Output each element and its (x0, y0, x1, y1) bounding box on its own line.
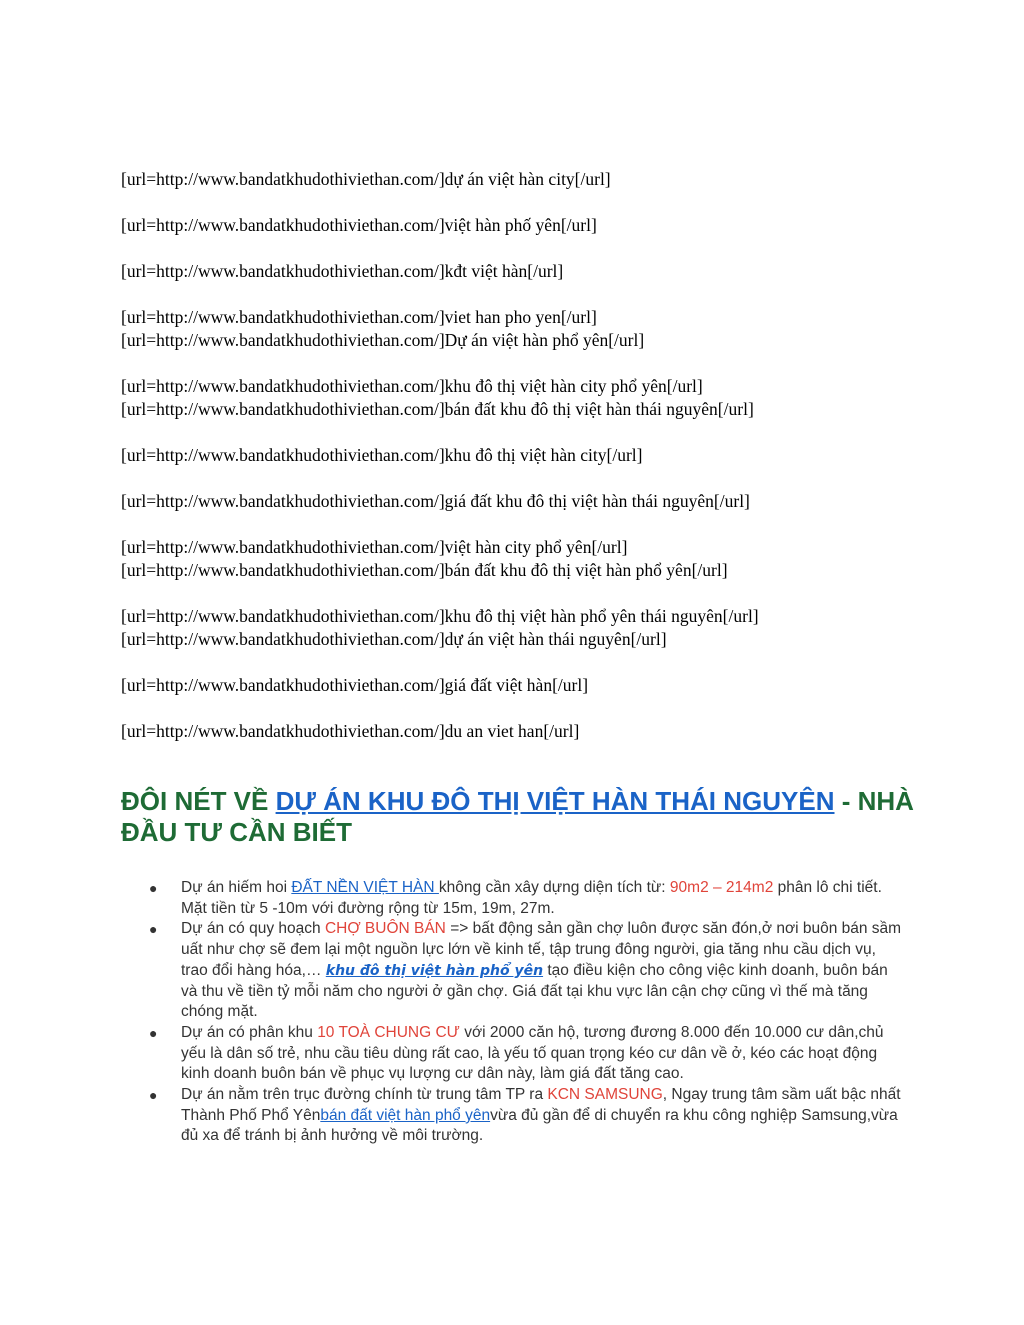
link-group (121, 444, 941, 467)
bullet-icon: ● (149, 880, 158, 896)
url-link-line: [url=http://www.bandatkhudothiviethan.com/]giá đất việt hàn[/url] (121, 675, 589, 695)
url-link-line: [url=http://www.bandatkhudothiviethan.com/]viet han pho yen[/url] (121, 307, 597, 327)
khu-do-thi-link[interactable]: khu đô thị việt hàn phổ yên (325, 962, 544, 979)
link-group (121, 214, 941, 237)
bullet-text: => bất động sản gần chợ luôn được săn đón,ở nơi buôn bán sầm uất như chợ sẽ đem lại một nguồn lực lớn về kinh tế, tập trung đông người, gia tăng nhu cầu dịch vụ, trao đổi hàng hóa,… (181, 920, 902, 979)
heading-project-link[interactable]: DỰ ÁN KHU ĐÔ THỊ VIỆT HÀN THÁI NGUYÊN (275, 786, 835, 816)
bullet-text: phân lô chi tiết. Mặt tiền từ 5 -10m với đường rộng từ 15m, 19m, 27m. (181, 879, 882, 917)
section-heading (121, 786, 921, 848)
bullet-icon: ● (149, 921, 158, 938)
url-link-line: [url=http://www.bandatkhudothiviethan.com/]dự án việt hàn thái nguyên[/url] (121, 629, 667, 649)
url-link-line: [url=http://www.bandatkhudothiviethan.com/]du an viet han[/url] (121, 721, 580, 741)
url-link-line: [url=http://www.bandatkhudothiviethan.com/]bán đất khu đô thị việt hàn phổ yên[/url] (121, 560, 728, 580)
bullet-item (145, 919, 905, 1023)
bullet-text: Dự án có quy hoạch (181, 920, 325, 938)
dat-nen-viet-han-link[interactable]: ĐẤT NỀN VIỆT HÀN (291, 879, 439, 896)
bullet-text: vừa đủ gần để di chuyển ra khu công nghiệp Samsung,vừa đủ xa để tránh bị ảnh hưởng về môi trường. (181, 1106, 898, 1145)
bullet-text: không cần xây dựng diện tích từ: (438, 879, 670, 896)
ban-dat-link[interactable]: bán đất việt hàn phổ yên (320, 1106, 491, 1124)
bullet-item (145, 1085, 905, 1147)
link-group (121, 674, 941, 697)
link-group (121, 536, 941, 582)
link-group (121, 605, 941, 651)
bullet-item (145, 1023, 905, 1085)
url-link-line: [url=http://www.bandatkhudothiviethan.com/]kđt việt hàn[/url] (121, 261, 564, 281)
bullet-text: tạo điều kiện cho công việc kinh doanh, buôn bán và thu về tiền tỷ mỗi năm cho người ở gần chợ. Giá đất tại khu vực lân cận chợ cũng vì thế mà tăng chóng mặt. (181, 961, 888, 1021)
heading-suffix: - NHÀ ĐẦU TƯ CẦN BIẾT (121, 786, 914, 847)
url-link-line: [url=http://www.bandatkhudothiviethan.com/]Dự án việt hàn phổ yên[/url] (121, 330, 645, 350)
url-link-line: [url=http://www.bandatkhudothiviethan.com/]khu đô thị việt hàn phổ yên thái nguyên[/url] (121, 606, 759, 626)
url-link-line: [url=http://www.bandatkhudothiviethan.com/]giá đất khu đô thị việt hàn thái nguyên[/url] (121, 491, 750, 511)
heading-prefix: ĐÔI NÉT VỀ (121, 786, 276, 816)
url-link-line: [url=http://www.bandatkhudothiviethan.com/]khu đô thị việt hàn city[/url] (121, 445, 643, 465)
bullet-text: , Ngay trung tâm sầm uất bậc nhất Thành Phố Phổ Yên (181, 1086, 901, 1124)
link-group (121, 720, 941, 743)
link-group (121, 168, 941, 191)
url-link-line: [url=http://www.bandatkhudothiviethan.com/]việt hàn phố yên[/url] (121, 215, 597, 235)
samsung-highlight: KCN SAMSUNG (547, 1086, 663, 1104)
apartment-highlight: 10 TOÀ CHUNG CƯ (317, 1023, 460, 1041)
bullet-icon: ● (149, 1024, 158, 1041)
bullet-text: với 2000 căn hộ, tương đương 8.000 đến 10.000 cư dân,chủ yếu là dân số trẻ, nhu cầu tiêu dùng rất cao, là yếu tố quan trọng kéo cư dân về ở, kéo các hoạt động kinh doanh buôn bán về phục vụ lượng cư dân này, làm giá đất tăng cao. (181, 1023, 884, 1083)
bullet-text: Dự án nằm trên trục đường chính từ trung tâm TP ra (181, 1086, 548, 1104)
link-group (121, 490, 941, 513)
market-highlight: CHỢ BUÔN BÁN (324, 920, 446, 938)
url-link-line: [url=http://www.bandatkhudothiviethan.com/]khu đô thị việt hàn city phổ yên[/url] (121, 376, 703, 396)
bullet-text: Dự án hiếm hoi (181, 879, 292, 896)
area-highlight: 90m2 – 214m2 (669, 879, 774, 896)
url-link-line: [url=http://www.bandatkhudothiviethan.com/]việt hàn city phổ yên[/url] (121, 537, 628, 557)
link-group (121, 306, 941, 352)
url-link-list (121, 168, 941, 766)
bullet-text: Dự án có phân khu (181, 1023, 318, 1041)
link-group (121, 260, 941, 283)
bullet-icon: ● (149, 1087, 158, 1104)
link-group (121, 375, 941, 421)
url-link-line: [url=http://www.bandatkhudothiviethan.com/]bán đất khu đô thị việt hàn thái nguyên[/url] (121, 399, 754, 419)
feature-bullet-list (145, 878, 905, 1147)
url-link-line: [url=http://www.bandatkhudothiviethan.com/]dự án việt hàn city[/url] (121, 169, 611, 189)
bullet-item (145, 878, 905, 919)
